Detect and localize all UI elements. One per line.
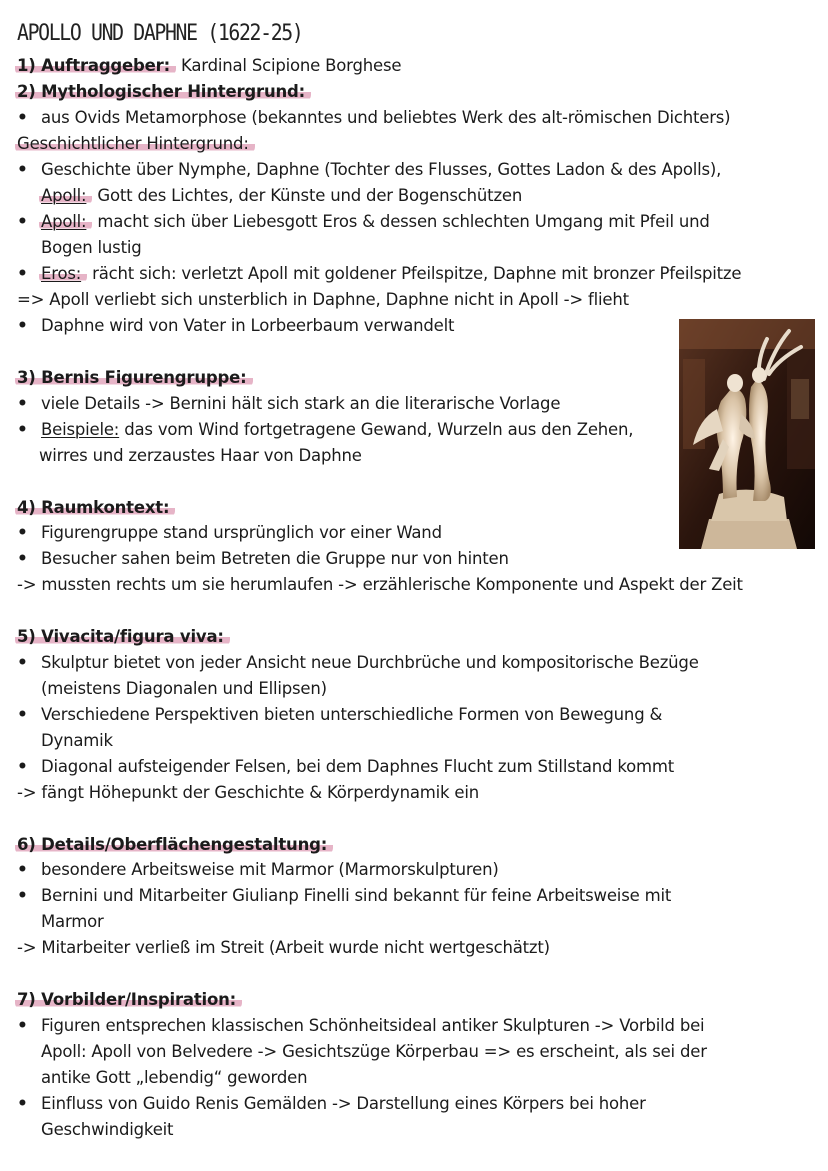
bullet-icon: • [17, 523, 28, 543]
section-1-line [17, 53, 401, 79]
bullet-text: macht sich über Liebesgott Eros & dessen schlechten Umgang mit Pfeil und [92, 212, 710, 231]
section-7-heading: 7) Vorbilder/Inspiration: [15, 990, 242, 1009]
bullet-text: Daphne wird von Vater in Lorbeerbaum verwandelt [41, 316, 455, 335]
bullet-text: Einfluss von Guido Renis Gemälden -> Darstellung eines Körpers bei hoher [41, 1094, 646, 1113]
section-2-bullet-5 [17, 313, 454, 339]
section-7-bullet-2 [17, 1091, 646, 1117]
page-title: APOLLO UND DAPHNE (1622-25) [17, 21, 303, 46]
apollo-daphne-sculpture-image [679, 319, 815, 549]
section-4-heading: 4) Raumkontext: [15, 498, 175, 517]
bullet-text: aus Ovids Metamorphose (bekanntes und beliebtes Werk des alt-römischen Dichters) [41, 108, 731, 127]
bullet-icon: • [17, 264, 28, 284]
section-4-heading-line [17, 495, 175, 521]
section-7-bullet-1-cont: Apoll: Apoll von Belvedere -> Gesichtszüge Körperbau => es erscheint, als sei der [41, 1042, 707, 1061]
section-2-bullet-2-cont [41, 183, 522, 209]
bullet-text: Besucher sahen beim Betreten die Gruppe nur von hinten [41, 549, 509, 568]
section-2-subheading: Geschichtlicher Hintergrund: [15, 134, 255, 153]
bullet-text: Verschiedene Perspektiven bieten unterschiedliche Formen von Bewegung & [41, 705, 663, 724]
beispiele-label: Beispiele: [41, 420, 120, 439]
section-2-bullet-1 [17, 105, 730, 131]
section-3-bullet-2-cont: wirres und zerzaustes Haar von Daphne [39, 446, 362, 465]
section-7-bullet-2-cont: Geschwindigkeit [41, 1120, 174, 1139]
section-7-bullet-1-cont2: antike Gott „lebendig“ geworden [41, 1068, 308, 1087]
bullet-icon: • [17, 653, 28, 673]
apoll-label: Apoll: [39, 186, 92, 205]
bullet-text: Figurengruppe stand ursprünglich vor einer Wand [41, 523, 442, 542]
apoll-label: Apoll: [39, 212, 92, 231]
bullet-icon: • [17, 160, 28, 180]
section-5-bullet-2 [17, 702, 662, 728]
bullet-icon: • [17, 886, 28, 906]
section-4-bullet-1 [17, 520, 442, 546]
bullet-text: viele Details -> Bernini hält sich stark an die literarische Vorlage [41, 394, 561, 413]
section-2-subheading-line [17, 131, 255, 157]
section-3-bullet-1 [17, 391, 560, 417]
bullet-icon: • [17, 549, 28, 569]
section-6-bullet-2 [17, 883, 671, 909]
bullet-text: Bernini und Mitarbeiter Giulianp Finelli sind bekannt für feine Arbeitsweise mit [41, 886, 672, 905]
section-6-bullet-1 [17, 857, 499, 883]
bullet-icon: • [17, 108, 28, 128]
section-6-bullet-2-cont: Marmor [41, 912, 104, 931]
bullet-text: besondere Arbeitsweise mit Marmor (Marmorskulpturen) [41, 860, 499, 879]
section-2-heading-line [17, 79, 311, 105]
section-7-heading-line [17, 987, 242, 1013]
section-6-arrow-line: -> Mitarbeiter verließ im Streit (Arbeit wurde nicht wertgeschätzt) [17, 938, 550, 957]
bullet-icon: • [17, 212, 28, 232]
bullet-text: Gott des Lichtes, der Künste und der Bogenschützen [92, 186, 523, 205]
section-5-bullet-1 [17, 650, 699, 676]
section-2-bullet-3-cont [41, 235, 142, 261]
bullet-icon: • [17, 757, 28, 777]
bullet-text: Bogen lustig [41, 238, 142, 257]
section-6-heading-line [17, 832, 333, 858]
section-2-bullet-3 [17, 209, 710, 235]
section-1-label: 1) Auftraggeber: [15, 56, 176, 75]
bullet-text: Geschichte über Nymphe, Daphne (Tochter des Flusses, Gottes Ladon & des Apolls), [41, 160, 722, 179]
section-5-heading-line [17, 624, 230, 650]
section-5-arrow-line: -> fängt Höhepunkt der Geschichte & Körperdynamik ein [17, 783, 480, 802]
bullet-icon: • [17, 420, 28, 440]
section-1-text: Kardinal Scipione Borghese [175, 56, 402, 75]
section-5-bullet-2-cont: Dynamik [41, 731, 113, 750]
bullet-text: Figuren entsprechen klassischen Schönheitsideal antiker Skulpturen -> Vorbild bei [41, 1016, 705, 1035]
section-3-heading-line [17, 365, 253, 391]
section-2-bullet-2 [17, 157, 721, 183]
section-2-bullet-4 [17, 261, 741, 287]
bullet-text: Skulptur bietet von jeder Ansicht neue Durchbrüche und kompositorische Bezüge [41, 653, 699, 672]
bullet-icon: • [17, 1016, 28, 1036]
bullet-icon: • [17, 394, 28, 414]
eros-label: Eros: [39, 264, 87, 283]
bullet-icon: • [17, 860, 28, 880]
section-3-heading: 3) Bernis Figurengruppe: [15, 368, 253, 387]
sculpture-photo [679, 319, 815, 549]
section-6-heading: 6) Details/Oberflächengestaltung: [15, 835, 333, 854]
bullet-icon: • [17, 316, 28, 336]
bullet-text: Diagonal aufsteigender Felsen, bei dem Daphnes Flucht zum Stillstand kommt [41, 757, 675, 776]
bullet-text: das vom Wind fortgetragene Gewand, Wurzeln aus den Zehen, [119, 420, 634, 439]
section-3-bullet-2 [17, 417, 633, 443]
section-2-heading: 2) Mythologischer Hintergrund: [15, 82, 311, 101]
section-2-arrow-line: => Apoll verliebt sich unsterblich in Daphne, Daphne nicht in Apoll -> flieht [17, 290, 629, 309]
section-4-arrow-line: -> mussten rechts um sie herumlaufen -> erzählerische Komponente und Aspekt der Zeit [17, 575, 743, 594]
section-5-bullet-1-cont: (meistens Diagonalen und Ellipsen) [41, 679, 327, 698]
bullet-icon: • [17, 705, 28, 725]
section-5-bullet-3 [17, 754, 674, 780]
section-4-bullet-2 [17, 546, 509, 572]
section-7-bullet-1 [17, 1013, 704, 1039]
section-5-heading: 5) Vivacita/figura viva: [15, 627, 230, 646]
bullet-text: rächt sich: verletzt Apoll mit goldener Pfeilspitze, Daphne mit bronzer Pfeilspitze [87, 264, 742, 283]
bullet-icon: • [17, 1094, 28, 1114]
